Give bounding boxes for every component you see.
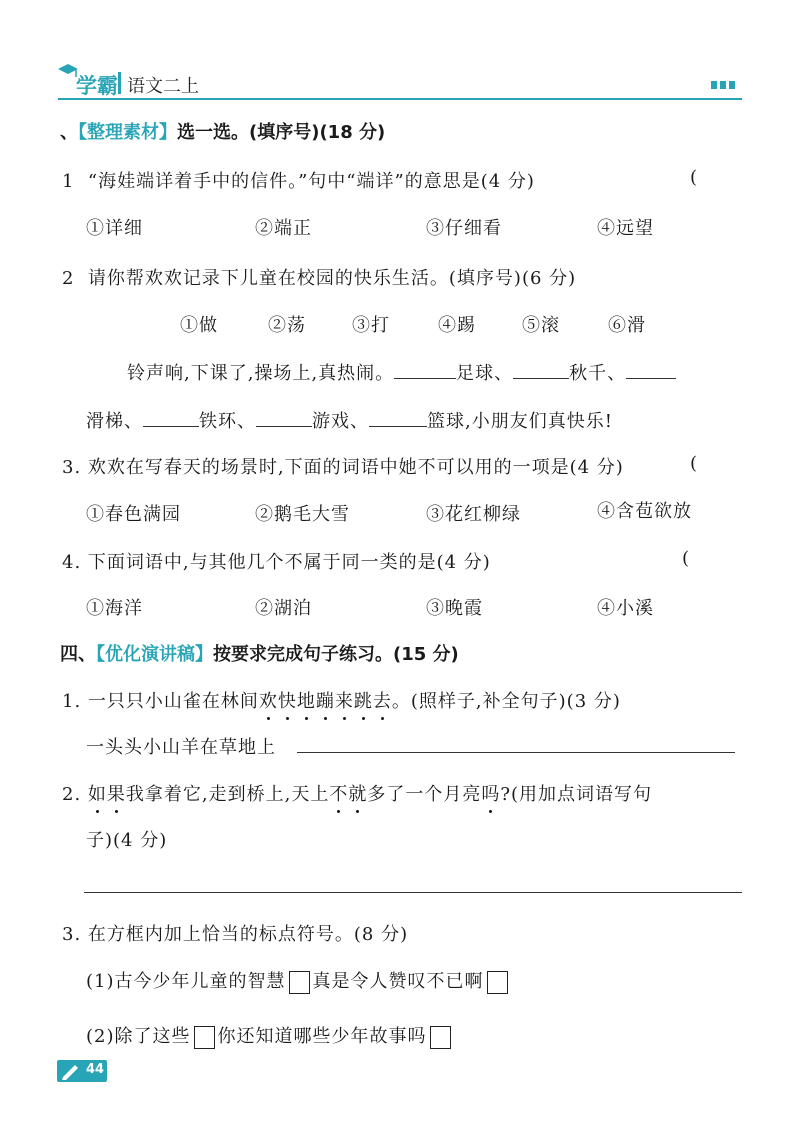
pencil-icon <box>61 1062 81 1084</box>
q4-option-1: ①海洋 <box>86 598 143 619</box>
q2-line2-text-3: 游戏、 <box>312 411 369 432</box>
s3-item2-text-2: 你还知道哪些少年故事吗 <box>217 1026 427 1047</box>
s2-answer-line[interactable] <box>84 892 742 893</box>
q2-line1-text-2: 足球、 <box>456 363 514 384</box>
q2-blank-4[interactable] <box>143 408 199 427</box>
s3-item1-text-1: (1)古今少年儿童的智慧 <box>86 971 286 992</box>
q2-blank-2[interactable] <box>513 360 569 379</box>
s1-answer-line[interactable] <box>297 752 735 753</box>
question-1-number: 1 <box>62 171 75 192</box>
q4-option-4: ④小溪 <box>597 598 654 619</box>
q3-option-3: ③花红柳绿 <box>426 504 521 525</box>
s3-item2-text-1: (2)除了这些 <box>86 1026 191 1047</box>
q3-option-2: ②鹅毛大雪 <box>255 504 350 525</box>
q2-option-3: ③打 <box>352 315 390 336</box>
s1-text-pre: 一只只小山雀在林间 <box>87 691 259 712</box>
s2-continuation: 子)(4 分) <box>86 830 168 851</box>
s3-item-1 <box>86 967 511 994</box>
q2-blank-1[interactable] <box>394 360 456 379</box>
s3-item1-text-2: 真是令人赞叹不已啊 <box>312 971 484 992</box>
section-4-heading <box>60 640 459 666</box>
q1-option-4: ④远望 <box>597 218 654 239</box>
s1-dotted-char-7: 去 <box>373 691 392 712</box>
question-2-text: 请你帮欢欢记录下儿童在校园的快乐生活。(填序号)(6 分) <box>87 268 577 289</box>
section-3-title: 选一选。(填序号)(18 分) <box>177 122 386 143</box>
question-3-answer-paren: ( <box>690 453 699 474</box>
q2-option-5: ⑤滚 <box>522 315 560 336</box>
q1-option-1: ①详细 <box>86 218 143 239</box>
section-3-tag: 【整理素材】 <box>78 122 177 143</box>
question-3: 3. 欢欢在写春天的场景时,下面的词语中她不可以用的一项是(4 分) <box>62 457 624 478</box>
book-title: 语文二上 <box>127 76 199 97</box>
q2-option-6: ⑥滑 <box>608 315 646 336</box>
q2-line1-text-1: 铃声响,下课了,操场上,真热闹。 <box>127 363 395 384</box>
q4-option-2: ②湖泊 <box>255 598 312 619</box>
header-separator <box>118 72 121 94</box>
q2-passage-line-2 <box>86 407 613 433</box>
question-2-number: 2 <box>62 268 75 289</box>
s2-dotted-word-3: 吗 <box>481 784 500 805</box>
sentence-exercise-1 <box>62 687 621 713</box>
s3-item-2 <box>86 1022 454 1049</box>
header-decoration <box>711 81 735 89</box>
q1-option-2: ②端正 <box>255 218 312 239</box>
section-4-title: 按要求完成句子练习。(15 分) <box>213 644 459 665</box>
punctuation-box-4[interactable] <box>430 1026 451 1049</box>
q2-line2-text-2: 铁环、 <box>199 411 256 432</box>
q2-blank-6[interactable] <box>369 408 427 427</box>
punctuation-box-2[interactable] <box>487 971 508 994</box>
s1-dotted-char-1: 欢 <box>259 691 278 712</box>
q4-option-3: ③晚霞 <box>426 598 483 619</box>
q3-option-1: ①春色满园 <box>86 504 181 525</box>
q2-option-1: ①做 <box>180 315 218 336</box>
question-2 <box>62 264 576 290</box>
q2-line2-text-4: 篮球,小朋友们真快乐! <box>427 411 613 432</box>
s1-dotted-char-2: 快 <box>278 691 297 712</box>
punctuation-box-1[interactable] <box>289 971 310 994</box>
question-1-answer-paren: ( <box>690 167 699 188</box>
s2-text-2: 多了一个月亮 <box>367 784 482 805</box>
q2-passage-line-1 <box>127 359 676 385</box>
s2-text-1: 我拿着它,走到桥上,天上 <box>125 784 330 805</box>
s1-dotted-char-3: 地 <box>297 691 316 712</box>
sentence-exercise-2 <box>62 780 652 806</box>
punctuation-box-3[interactable] <box>194 1026 215 1049</box>
q2-option-4: ④踢 <box>438 315 476 336</box>
q2-blank-3[interactable] <box>626 360 676 379</box>
question-1-text: “海娃端详着手中的信件。”句中“端详”的意思是(4 分) <box>87 171 535 192</box>
s2-dotted-word-2: 不就 <box>329 784 367 805</box>
section-4-tag: 【优化演讲稿】 <box>96 644 213 665</box>
header-rule <box>58 98 742 100</box>
question-1 <box>62 167 535 193</box>
s2-text-3: ?(用加点词语写句 <box>500 784 653 805</box>
section-4-number: 四、 <box>60 644 96 665</box>
sentence-exercise-3: 3. 在方框内加上恰当的标点符号。(8 分) <box>62 924 409 945</box>
question-4: 4. 下面词语中,与其他几个不属于同一类的是(4 分) <box>62 552 491 573</box>
s2-dotted-word-1: 如果 <box>88 784 126 805</box>
s1-number: 1. <box>62 691 88 712</box>
q1-option-3: ③仔细看 <box>426 218 502 239</box>
question-4-answer-paren: ( <box>682 548 691 569</box>
s1-text-post: 。(照样子,补全句子)(3 分) <box>391 691 621 712</box>
s1-dotted-char-4: 蹦 <box>316 691 335 712</box>
page-number: 44 <box>86 1062 105 1077</box>
s1-dotted-char-5: 来 <box>335 691 354 712</box>
q2-blank-5[interactable] <box>256 408 312 427</box>
s1-dotted-char-6: 跳 <box>354 691 373 712</box>
section-3-heading <box>60 118 385 144</box>
s1-answer-prefix: 一头头小山羊在草地上 <box>86 737 276 758</box>
brand-logo: 学霸 <box>76 74 118 98</box>
q2-option-2: ②荡 <box>268 315 306 336</box>
s2-number: 2. <box>62 784 88 805</box>
q3-option-4: ④含苞欲放 <box>597 501 692 522</box>
section-3-marker: 、 <box>60 122 78 143</box>
q2-line2-text-1: 滑梯、 <box>86 411 143 432</box>
q2-line1-text-3: 秋千、 <box>569 363 627 384</box>
